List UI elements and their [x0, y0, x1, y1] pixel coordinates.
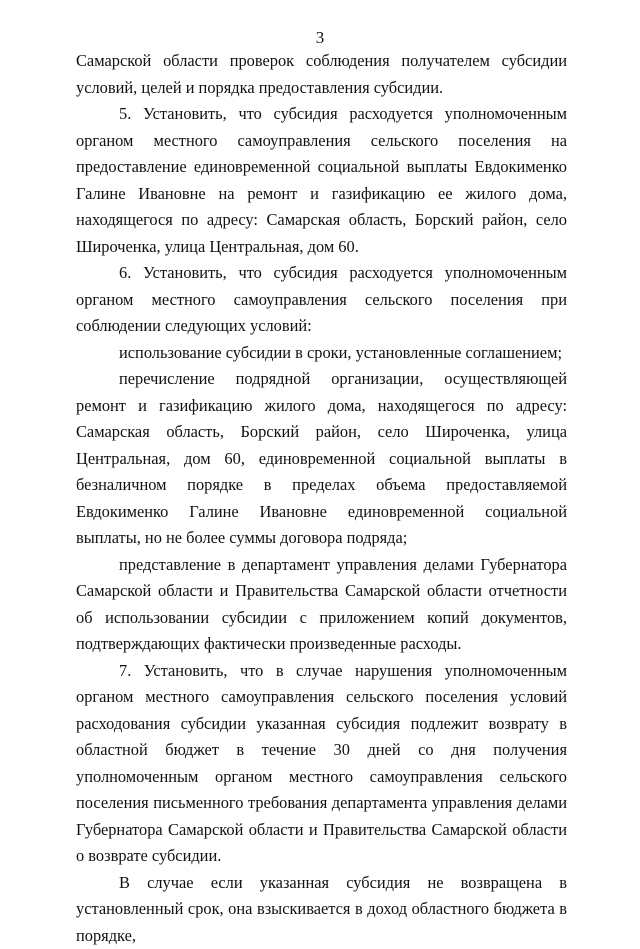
paragraph-continuation: Самарской области проверок соблюдения получателем субсидии условий, целей и порядка предоставления субсидии. — [76, 48, 567, 101]
paragraph-condition-1: использование субсидии в сроки, установленные соглашением; — [76, 340, 567, 367]
paragraph-item-6: 6. Установить, что субсидия расходуется уполномоченным органом местного самоуправления сельского поселения при соблюдении следующих условий: — [76, 260, 567, 340]
paragraph-item-5: 5. Установить, что субсидия расходуется уполномоченным органом местного самоуправления сельского поселения на предоставление единовременной социальной выплаты Евдокименко Галине Ивановне на ремонт и газификацию ее жилого дома, находящегося по адресу: Самарская область, Борский район, село Широченка, улица Центральная, дом 60. — [76, 101, 567, 260]
paragraph-refund-clause: В случае если указанная субсидия не возвращена в установленный срок, она взыскивается в доход областного бюджета в порядке, — [76, 870, 567, 949]
paragraph-condition-2: перечисление подрядной организации, осуществляющей ремонт и газификацию жилого дома, находящегося по адресу: Самарская область, Борский район, село Широченка, улица Центральная, дом 60, единовременной социальной выплаты в безналичном порядке в пределах объема предоставляемой Евдокименко Галине Ивановне единовременной социальной выплаты, но не более суммы договора подряда; — [76, 366, 567, 552]
paragraph-item-7: 7. Установить, что в случае нарушения уполномоченным органом местного самоуправления сельского поселения условий расходования субсидии указанная субсидия подлежит возврату в областной бюджет в течение 30 дней со дня получения уполномоченным органом местного самоуправления сельского поселения письменного требования департамента управления делами Губернатора Самарской области и Правительства Самарской области о возврате субсидии. — [76, 658, 567, 870]
paragraph-condition-3: представление в департамент управления делами Губернатора Самарской области и Правительства Самарской области отчетности об использовании субсидии с приложением копий документов, подтверждающих фактически произведенные расходы. — [76, 552, 567, 658]
page-number: 3 — [0, 28, 640, 48]
document-body — [76, 48, 567, 949]
